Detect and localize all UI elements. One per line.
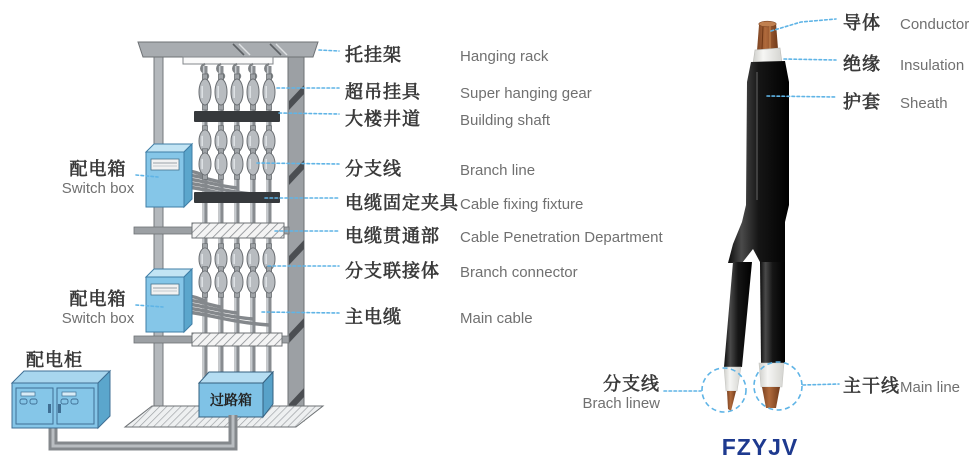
callout-cable-fixing-fixture (345, 189, 583, 215)
insulation-zh: 绝缘 (843, 54, 881, 74)
callout-en: Cable Penetration Department (460, 229, 663, 246)
callout-zh: 电缆固定夹具 (345, 193, 459, 213)
callout-zh: 超吊挂具 (345, 82, 421, 102)
insulation-en: Insulation (900, 57, 965, 74)
callout-en: Branch connector (460, 264, 578, 281)
branch-connectors (199, 244, 275, 298)
branch-line-connectors (199, 126, 275, 180)
branch-end-zh: 分支线 (603, 374, 660, 394)
sheath-zh: 护套 (843, 92, 881, 112)
callout-en: Branch line (460, 162, 536, 179)
callout-hanging-rack (345, 41, 548, 67)
label-switch-box-1 (55, 160, 141, 197)
main-leg (760, 262, 785, 363)
callout-super-hanging-gear (345, 78, 592, 104)
callout-zh: 托挂架 (345, 45, 402, 65)
callout-branch-connector (345, 257, 578, 283)
callout-main-cable (345, 303, 533, 329)
callout-zh: 分支联接体 (345, 261, 440, 281)
conductor-en: Conductor (900, 16, 970, 33)
cable-clamp-top (194, 111, 280, 122)
building-shaft-column (288, 55, 304, 421)
callout-building-shaft (345, 105, 550, 131)
main-end-zh: 主干线 (843, 376, 900, 396)
sheath-en: Sheath (900, 95, 948, 112)
callout-zh: 主电缆 (345, 307, 402, 327)
conductor (757, 23, 778, 51)
branch-cable-photo (702, 21, 802, 412)
callout-zh: 分支线 (345, 159, 402, 179)
super-hanging-gear (199, 74, 275, 110)
label-insulation (843, 50, 964, 76)
callout-en: Super hanging gear (460, 85, 592, 102)
callout-branch-line (345, 155, 535, 181)
callout-cable-penetration (345, 222, 663, 248)
label-sheath (843, 88, 948, 114)
label-main-line-end (843, 372, 960, 398)
hook-strip (183, 57, 273, 64)
callout-en: Building shaft (460, 112, 551, 129)
switch-box-1 (146, 144, 192, 207)
callout-en: Hanging rack (460, 48, 549, 65)
callout-en: Main cable (460, 310, 533, 327)
conductor-zh: 导体 (843, 13, 881, 33)
callout-zh: 大楼井道 (345, 109, 421, 129)
switch-box-zh: 配电箱 (69, 159, 127, 179)
label-distribution-cabinet: 配电柜 (26, 350, 83, 370)
rack-structure (12, 42, 323, 446)
sheath (728, 61, 789, 263)
label-switch-box-2 (55, 290, 141, 327)
callout-en: Cable fixing fixture (460, 196, 584, 213)
model-name: FZYJV (721, 434, 799, 460)
switch-box-en: Switch box (61, 309, 135, 327)
hanging-rack (138, 42, 318, 57)
label-conductor (843, 9, 969, 35)
callout-zh: 电缆贯通部 (345, 226, 440, 246)
branch-leg (724, 262, 752, 367)
branch-end-en: Brach linew (582, 394, 660, 412)
switch-box-zh: 配电箱 (69, 289, 127, 309)
pass-through-box (199, 372, 273, 417)
switch-box-2 (146, 269, 192, 332)
switch-box-en: Switch box (61, 179, 135, 197)
main-end-en: Main line (900, 379, 961, 396)
branch-end-circle (702, 368, 746, 412)
distribution-cabinet (12, 371, 110, 428)
pass-box-label: 过路箱 (210, 392, 252, 408)
label-branch-line-end (548, 374, 660, 412)
